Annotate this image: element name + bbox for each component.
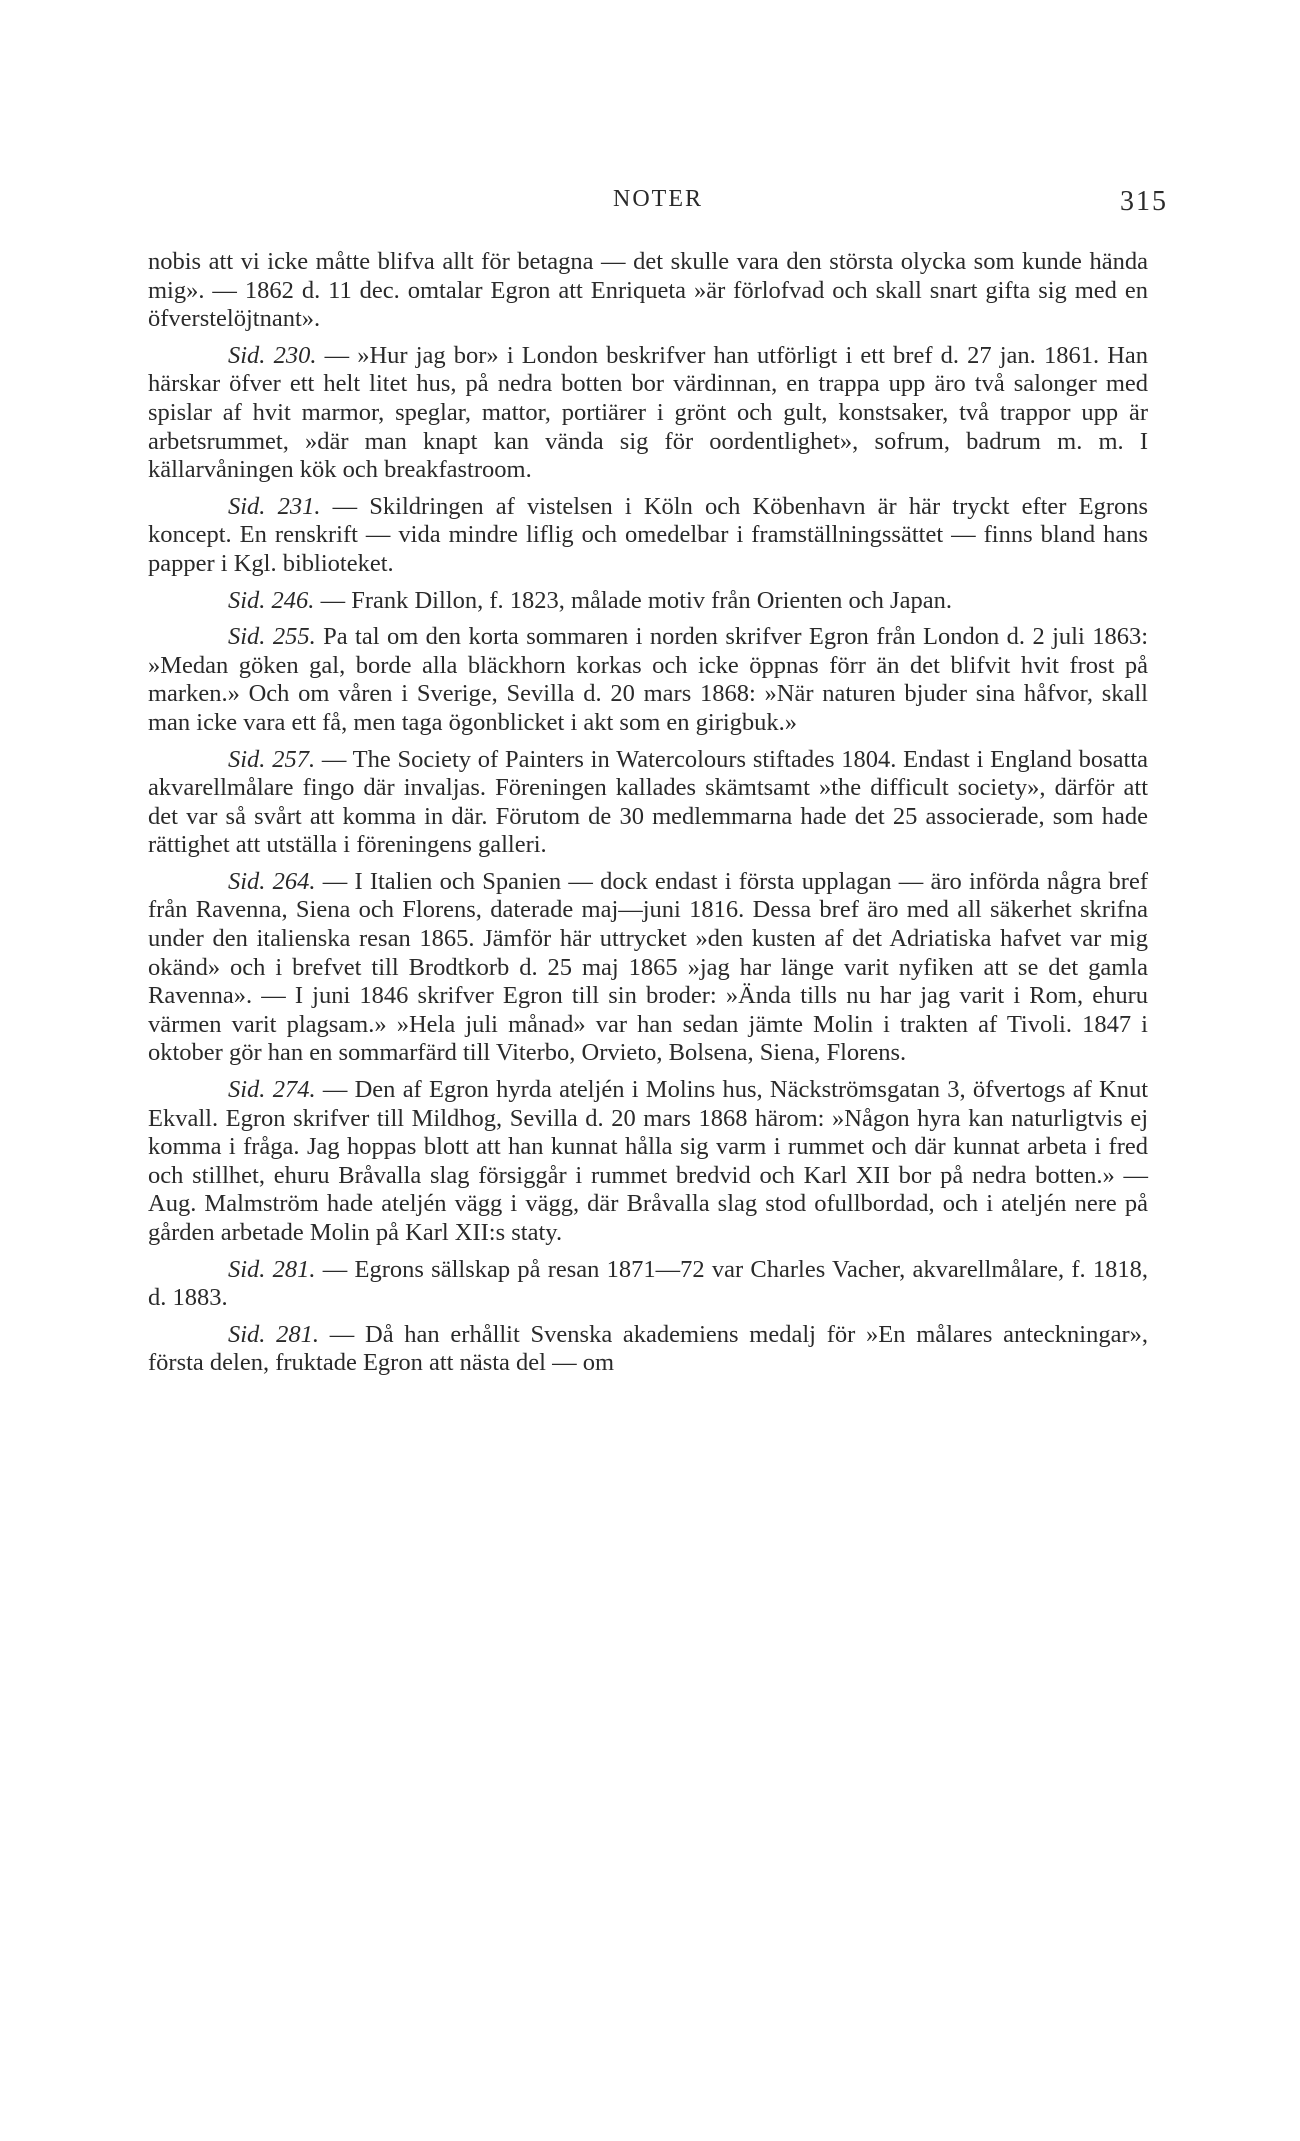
note-text: — Då han erhållit Svenska akademiens medalj för »En målares anteckningar», första delen, fruktade Egron att nästa del — om	[148, 1320, 1148, 1377]
note-paragraph	[148, 868, 1148, 1068]
note-reference: Sid. 281.	[228, 1320, 320, 1348]
note-text: — Den af Egron hyrda ateljén i Molins hus, Näckströmsgatan 3, öfvertogs af Knut Ekvall. Egron skrifver till Mildhog, Sevilla d. 20 mars 1868 härom: »Någon hyra kan naturligtvis ej komma i fråga. Jag hoppas blott att han kunnat hålla sig varm i rummet och där kunnat arbeta i fred och stillhet, ehuru Bråvalla slag försiggår i rummet bredvid och Karl XII bor på nedra botten.» — Aug. Malmström hade ateljén vägg i vägg, där Bråvalla slag stod ofullbordad, och i ateljén nere på gården arbetade Molin på Karl XII:s staty.	[148, 1076, 1148, 1246]
note-text: Pa tal om den korta sommaren i norden skrifver Egron från London d. 2 juli 1863: »Medan göken gal, borde alla bläckhorn korkas och icke öppnas förr än det blifvit hvit frost på marken.» Och om våren i Sverige, Sevilla d. 20 mars 1868: »När naturen bjuder sina håfvor, skall man icke vara ett få, men taga ögonblicket i akt som en girigbuk.»	[148, 623, 1149, 736]
note-text: — Skildringen af vistelsen i Köln och Köbenhavn är här tryckt efter Egrons koncept. En renskrift — vida mindre liflig och omedelbar i framställningssättet — finns bland hans papper i Kgl. biblioteket.	[148, 492, 1149, 577]
note-reference: Sid. 230.	[228, 341, 317, 369]
note-reference: Sid. 281.	[228, 1255, 316, 1283]
note-paragraph	[148, 342, 1148, 485]
note-reference: Sid. 274.	[228, 1076, 316, 1104]
note-paragraph	[148, 1256, 1148, 1313]
note-reference: Sid. 257.	[228, 745, 316, 773]
running-head	[148, 186, 1168, 226]
note-paragraph	[148, 587, 1148, 616]
note-paragraph	[148, 1321, 1148, 1378]
note-paragraph	[148, 746, 1148, 860]
note-reference: Sid. 255.	[228, 623, 316, 651]
note-text: — The Society of Painters in Watercolours stiftades 1804. Endast i England bosatta akvarellmålare fingo där invaljas. Föreningen kallades skämtsamt »the difficult society», därför att det var så svårt att komma in där. Förutom de 30 medlemmarna hade det 25 associerade, som hade rättighet att utställa i föreningens galleri.	[148, 745, 1148, 859]
note-reference: Sid. 264.	[228, 867, 316, 895]
notes-body	[148, 248, 1148, 1386]
note-reference: Sid. 246.	[228, 586, 315, 614]
note-text: — Egrons sällskap på resan 1871—72 var Charles Vacher, akvarellmålare, f. 1818, d. 1883.	[148, 1255, 1148, 1312]
page-number: 315	[1120, 186, 1168, 217]
running-title: NOTER	[613, 186, 703, 212]
continuation-paragraph	[148, 248, 1148, 334]
note-text: — I Italien och Spanien — dock endast i första upplagan — äro införda några bref från Ravenna, Siena och Florens, daterade maj—juni 1816. Dessa bref äro med all säkerhet skrifna under den italienska resan 1865. Jämför här uttrycket »den kusten af det Adriatiska hafvet var mig okänd» och i brefvet till Brodtkorb d. 25 maj 1865 »jag har länge varit nyfiken att se det gamla Ravenna». — I juni 1846 skrifver Egron till sin broder: »Ända tills nu har jag varit i Rom, ehuru värmen varit plagsam.» »Hela juli månad» var han sedan jämte Molin i trakten af Tivoli. 1847 i oktober gör han en sommarfärd till Viterbo, Orvieto, Bolsena, Siena, Florens.	[148, 867, 1148, 1067]
note-paragraph	[148, 493, 1148, 579]
paragraph-text: nobis att vi icke måtte blifva allt för betagna — det skulle vara den största olycka som kunde hända mig». — 1862 d. 11 dec. omtalar Egron att Enriqueta »är förlofvad och skall snart gifta sig med en öfverstelöjtnant».	[148, 248, 1148, 333]
note-paragraph	[148, 623, 1148, 737]
note-paragraph	[148, 1076, 1148, 1248]
note-text: — Frank Dillon, f. 1823, målade motiv från Orienten och Japan.	[320, 586, 952, 614]
note-reference: Sid. 231.	[228, 492, 321, 520]
note-text: — »Hur jag bor» i London beskrifver han utförligt i ett bref d. 27 jan. 1861. Han härskar öfver ett helt litet hus, på nedra botten bor värdinnan, en trappa upp äro två salonger med spislar af hvit marmor, speglar, mattor, portiärer i grönt och gult, konstsaker, två trappor upp är arbetsrummet, »där man knapt kan vända sig för oordentlighet», sofrum, badrum m. m. I källarvåningen kök och breakfastroom.	[148, 341, 1149, 484]
